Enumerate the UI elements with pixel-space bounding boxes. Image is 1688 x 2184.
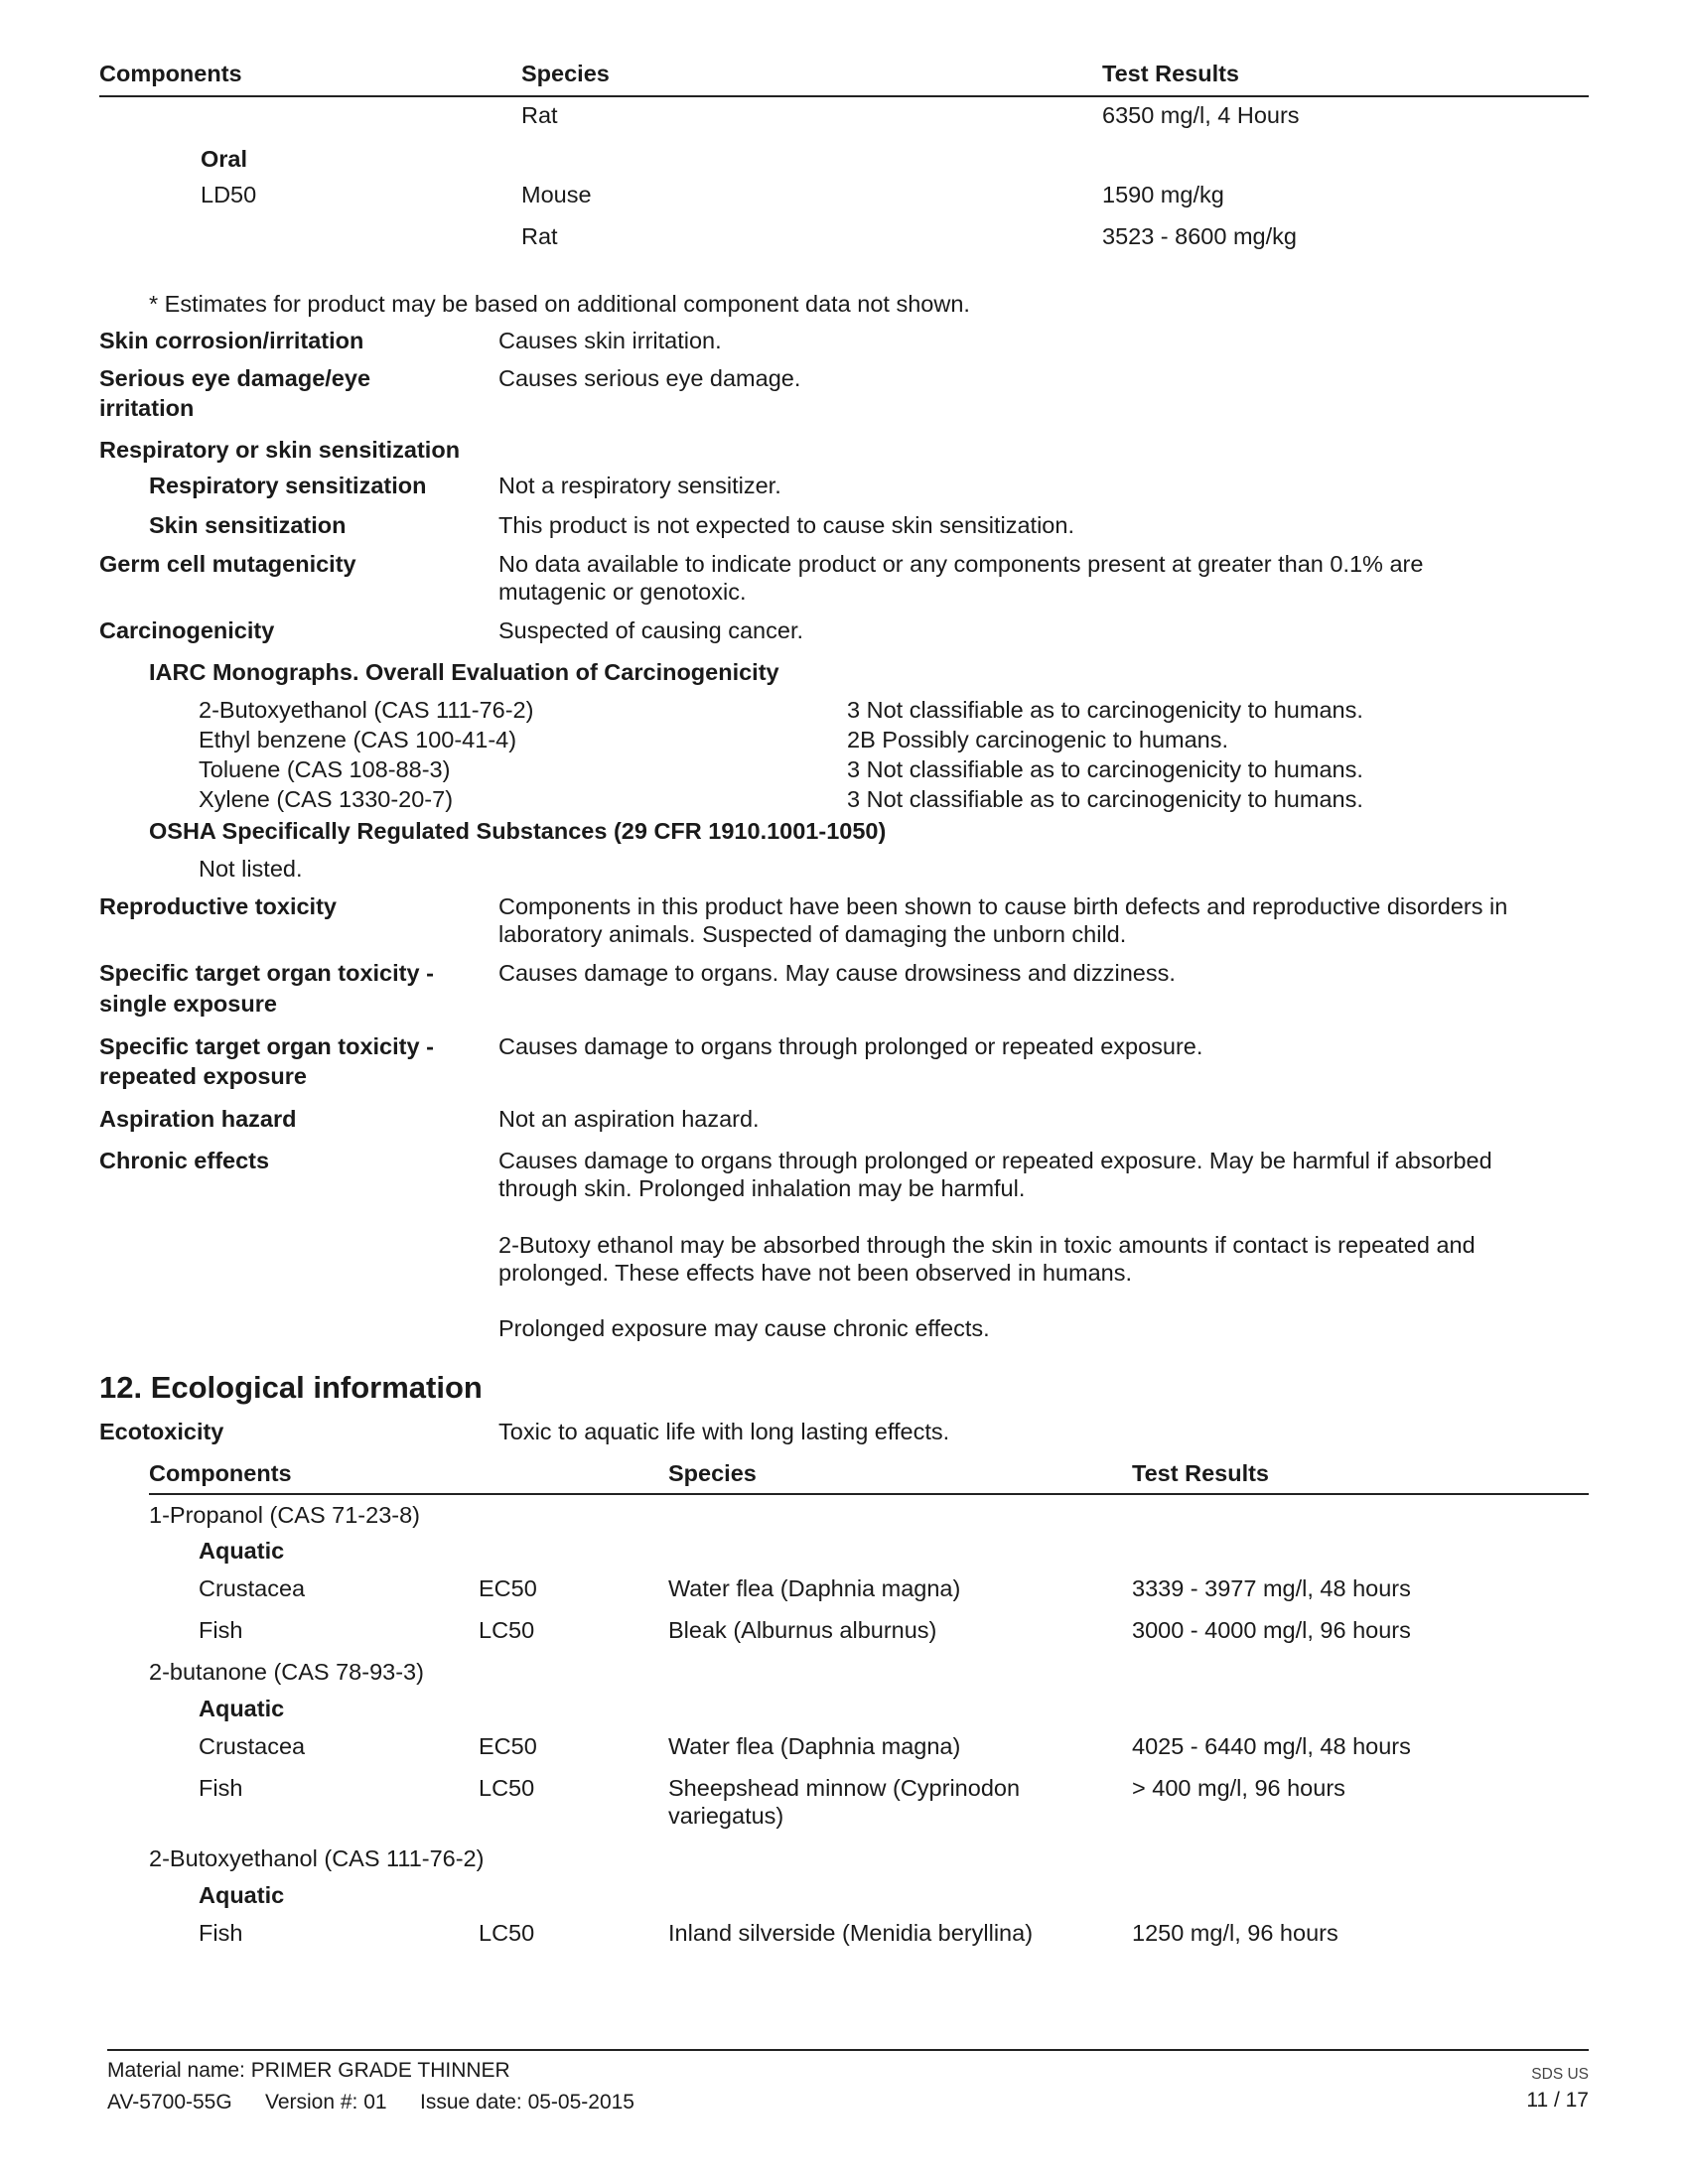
osha-text: Not listed. bbox=[199, 856, 303, 882]
osha-title: OSHA Specifically Regulated Substances (29 CFR 1910.1001-1050) bbox=[149, 818, 887, 844]
stot-repeated-label-2: repeated exposure bbox=[99, 1063, 307, 1089]
germ-cell-text-1: No data available to indicate product or any components present at greater than 0.1% are bbox=[498, 551, 1424, 577]
reproductive-label: Reproductive toxicity bbox=[99, 893, 337, 919]
eco-type: Crustacea bbox=[199, 1575, 306, 1601]
tox-oral-label: Oral bbox=[201, 146, 248, 172]
tox-row1-species: Rat bbox=[521, 102, 558, 128]
germ-cell-label: Germ cell mutagenicity bbox=[99, 551, 356, 577]
carcinogenicity-text: Suspected of causing cancer. bbox=[498, 617, 804, 643]
reproductive-text-2: laboratory animals. Suspected of damaging the unborn child. bbox=[498, 921, 1127, 947]
iarc-title: IARC Monographs. Overall Evaluation of Carcinogenicity bbox=[149, 659, 779, 685]
chronic-text: Prolonged exposure may cause chronic effects. bbox=[498, 1315, 990, 1341]
footer-issue-date: Issue date: 05-05-2015 bbox=[420, 2091, 634, 2114]
germ-cell-text-2: mutagenic or genotoxic. bbox=[498, 579, 747, 605]
stot-single-label-1: Specific target organ toxicity - bbox=[99, 960, 434, 986]
skin-sens-label: Skin sensitization bbox=[149, 512, 347, 538]
iarc-item-name: Toluene (CAS 108-88-3) bbox=[199, 756, 451, 782]
tox-header-components: Components bbox=[99, 61, 242, 86]
skin-corrosion-text: Causes skin irritation. bbox=[498, 328, 722, 353]
skin-corrosion-label: Skin corrosion/irritation bbox=[99, 328, 364, 353]
eco-species: Inland silverside (Menidia beryllina) bbox=[668, 1920, 1034, 1946]
chronic-text: through skin. Prolonged inhalation may be harmful. bbox=[498, 1175, 1026, 1201]
resp-sens-text: Not a respiratory sensitizer. bbox=[498, 473, 781, 498]
iarc-item-name: Ethyl benzene (CAS 100-41-4) bbox=[199, 727, 517, 752]
eye-damage-label-2: irritation bbox=[99, 395, 195, 421]
eco-species: variegatus) bbox=[668, 1803, 784, 1829]
eco-result: 1250 mg/l, 96 hours bbox=[1132, 1920, 1338, 1946]
section-12-title: 12. Ecological information bbox=[99, 1370, 483, 1405]
chronic-text: Causes damage to organs through prolonged or repeated exposure. May be harmful if absorbed bbox=[498, 1148, 1492, 1173]
chronic-label: Chronic effects bbox=[99, 1148, 270, 1173]
resp-skin-sens-label: Respiratory or skin sensitization bbox=[99, 437, 461, 463]
eco-species: Sheepshead minnow (Cyprinodon bbox=[668, 1775, 1021, 1801]
carcinogenicity-label: Carcinogenicity bbox=[99, 617, 275, 643]
eco-type: Crustacea bbox=[199, 1733, 306, 1759]
aspiration-text: Not an aspiration hazard. bbox=[498, 1106, 760, 1132]
iarc-item-value: 2B Possibly carcinogenic to humans. bbox=[847, 727, 1229, 752]
footer-sds-label: SDS US bbox=[1531, 2066, 1589, 2083]
eco-component-name: 2-Butoxyethanol (CAS 111-76-2) bbox=[149, 1845, 485, 1871]
tox-footnote: * Estimates for product may be based on additional component data not shown. bbox=[149, 291, 970, 317]
eco-test: LC50 bbox=[479, 1920, 535, 1946]
ecotoxicity-label: Ecotoxicity bbox=[99, 1419, 224, 1444]
eco-type: Fish bbox=[199, 1775, 243, 1801]
eco-test: LC50 bbox=[479, 1617, 535, 1643]
eco-result: 3000 - 4000 mg/l, 96 hours bbox=[1132, 1617, 1411, 1643]
tox-ld50-label: LD50 bbox=[201, 182, 257, 207]
eco-aquatic-label: Aquatic bbox=[199, 1882, 285, 1908]
chronic-text: prolonged. These effects have not been observed in humans. bbox=[498, 1260, 1132, 1286]
eco-result: 4025 - 6440 mg/l, 48 hours bbox=[1132, 1733, 1411, 1759]
tox-header-species: Species bbox=[521, 61, 610, 86]
iarc-item-name: 2-Butoxyethanol (CAS 111-76-2) bbox=[199, 697, 534, 723]
tox-row1-result: 6350 mg/l, 4 Hours bbox=[1102, 102, 1300, 128]
eco-type: Fish bbox=[199, 1617, 243, 1643]
footer-page-number: 11 / 17 bbox=[1526, 2089, 1589, 2112]
eco-header-rule bbox=[149, 1493, 1589, 1495]
footer-product-code: AV-5700-55G bbox=[107, 2091, 232, 2114]
eye-damage-text: Causes serious eye damage. bbox=[498, 365, 801, 391]
chronic-text: 2-Butoxy ethanol may be absorbed through the skin in toxic amounts if contact is repeated and bbox=[498, 1232, 1476, 1258]
skin-sens-text: This product is not expected to cause skin sensitization. bbox=[498, 512, 1074, 538]
tox-row3-result: 3523 - 8600 mg/kg bbox=[1102, 223, 1297, 249]
aspiration-label: Aspiration hazard bbox=[99, 1106, 297, 1132]
iarc-item-name: Xylene (CAS 1330-20-7) bbox=[199, 786, 454, 812]
footer-material-name: Material name: PRIMER GRADE THINNER bbox=[107, 2059, 510, 2082]
eye-damage-label-1: Serious eye damage/eye bbox=[99, 365, 371, 391]
iarc-item-value: 3 Not classifiable as to carcinogenicity to humans. bbox=[847, 756, 1363, 782]
tox-row3-species: Rat bbox=[521, 223, 558, 249]
eco-test: LC50 bbox=[479, 1775, 535, 1801]
eco-aquatic-label: Aquatic bbox=[199, 1696, 285, 1721]
eco-header-results: Test Results bbox=[1132, 1460, 1269, 1486]
reproductive-text-1: Components in this product have been shown to cause birth defects and reproductive disorders in bbox=[498, 893, 1508, 919]
eco-aquatic-label: Aquatic bbox=[199, 1538, 285, 1564]
iarc-item-value: 3 Not classifiable as to carcinogenicity to humans. bbox=[847, 786, 1363, 812]
footer-version: Version #: 01 bbox=[265, 2091, 387, 2114]
eco-type: Fish bbox=[199, 1920, 243, 1946]
eco-species: Water flea (Daphnia magna) bbox=[668, 1575, 961, 1601]
footer-rule bbox=[107, 2049, 1589, 2051]
eco-species: Water flea (Daphnia magna) bbox=[668, 1733, 961, 1759]
eco-result: 3339 - 3977 mg/l, 48 hours bbox=[1132, 1575, 1411, 1601]
stot-single-label-2: single exposure bbox=[99, 991, 277, 1017]
ecotoxicity-text: Toxic to aquatic life with long lasting effects. bbox=[498, 1419, 950, 1444]
tox-header-rule bbox=[99, 95, 1589, 97]
tox-header-results: Test Results bbox=[1102, 61, 1239, 86]
tox-row2-species: Mouse bbox=[521, 182, 592, 207]
eco-test: EC50 bbox=[479, 1575, 537, 1601]
stot-repeated-text: Causes damage to organs through prolonged or repeated exposure. bbox=[498, 1033, 1203, 1059]
resp-sens-label: Respiratory sensitization bbox=[149, 473, 427, 498]
eco-component-name: 1-Propanol (CAS 71-23-8) bbox=[149, 1502, 420, 1528]
eco-species: Bleak (Alburnus alburnus) bbox=[668, 1617, 937, 1643]
eco-result: > 400 mg/l, 96 hours bbox=[1132, 1775, 1345, 1801]
stot-repeated-label-1: Specific target organ toxicity - bbox=[99, 1033, 434, 1059]
iarc-item-value: 3 Not classifiable as to carcinogenicity to humans. bbox=[847, 697, 1363, 723]
eco-component-name: 2-butanone (CAS 78-93-3) bbox=[149, 1659, 424, 1685]
stot-single-text: Causes damage to organs. May cause drowsiness and dizziness. bbox=[498, 960, 1176, 986]
tox-row2-result: 1590 mg/kg bbox=[1102, 182, 1224, 207]
eco-test: EC50 bbox=[479, 1733, 537, 1759]
eco-header-components: Components bbox=[149, 1460, 292, 1486]
eco-header-species: Species bbox=[668, 1460, 757, 1486]
